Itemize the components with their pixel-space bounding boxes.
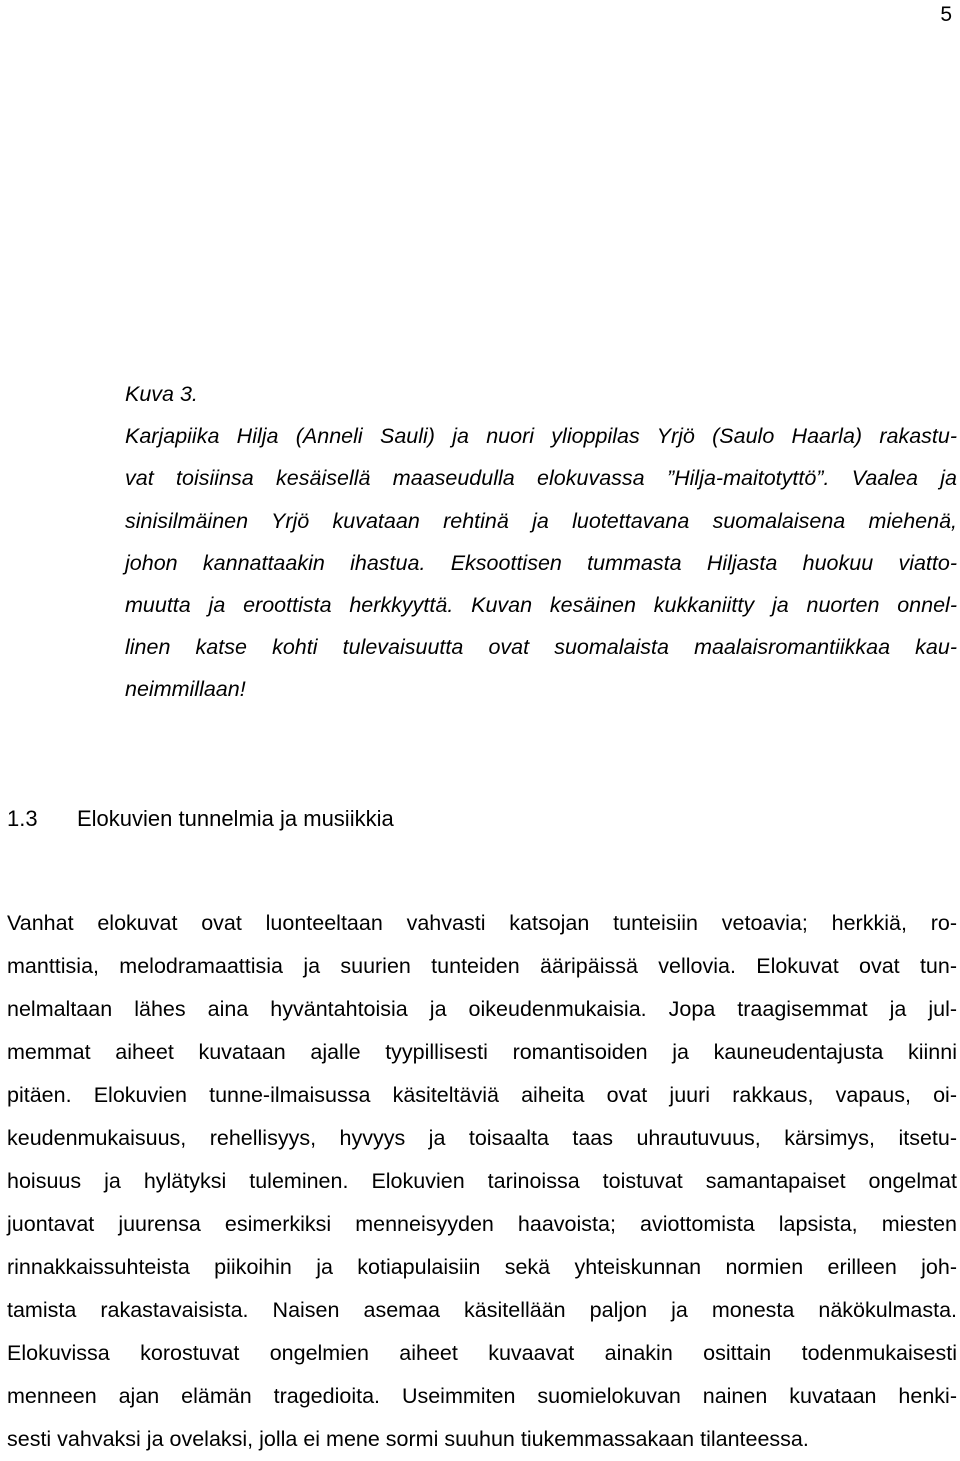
caption-line: johon kannattaakin ihastua. Eksoottisen tummasta Hiljasta huokuu viatto- [125,550,957,575]
body-line: menneen ajan elämän tragedioita. Useimmiten suomielokuvan nainen kuvataan henki- [7,1384,957,1408]
body-line: hoisuus ja hylätyksi tuleminen. Elokuvien tarinoissa toistuvat samantapaiset ongelmat [7,1169,957,1193]
body-line: rinnakkaissuhteista piikoihin ja kotiapulaisiin sekä yhteiskunnan normien erilleen joh- [7,1255,957,1279]
section-number: 1.3 [7,806,38,831]
figure-caption [125,373,957,711]
body-line: tamista rakastavaisista. Naisen asemaa käsitellään paljon ja monesta näkökulmasta. [7,1298,957,1322]
caption-title: Kuva 3. [125,382,198,406]
section-title: Elokuvien tunnelmia ja musiikkia [77,806,394,831]
body-paragraph [7,902,957,1461]
body-line: Elokuvissa korostuvat ongelmien aiheet kuvaavat ainakin osittain todenmukaisesti [7,1341,957,1365]
caption-line: neimmillaan! [125,677,246,702]
body-line: juontavat juurensa esimerkiksi menneisyyden haavoista; aviottomista lapsista, miesten [7,1212,957,1236]
section-heading [7,798,394,840]
body-line: pitäen. Elokuvien tunne-ilmaisussa käsiteltäviä aiheita ovat juuri rakkaus, vapaus, oi- [7,1083,957,1107]
caption-line: Karjapiika Hilja (Anneli Sauli) ja nuori ylioppilas Yrjö (Saulo Haarla) rakastu- [125,424,957,449]
caption-line: muutta ja eroottista herkkyyttä. Kuvan kesäinen kukkaniitty ja nuorten onnel- [125,593,957,618]
body-line: nelmaltaan lähes aina hyväntahtoisia ja oikeudenmukaisia. Jopa traagisemmat ja jul- [7,997,957,1021]
page-number: 5 [940,3,952,26]
body-line: memmat aiheet kuvataan ajalle tyypillisesti romantisoiden ja kauneudentajusta kiinni [7,1040,957,1064]
body-line: Vanhat elokuvat ovat luonteeltaan vahvasti katsojan tunteisiin vetoavia; herkkiä, ro- [7,911,957,935]
caption-line: vat toisiinsa kesäisellä maaseudulla elokuvassa ”Hilja-maitotyttö”. Vaalea ja [125,466,957,491]
body-line: sesti vahvaksi ja ovelaksi, jolla ei mene sormi suuhun tiukemmassakaan tilanteessa. [7,1427,809,1451]
caption-line: linen katse kohti tulevaisuutta ovat suomalaista maalaisromantiikkaa kau- [125,635,957,660]
body-line: keudenmukaisuus, rehellisyys, hyvyys ja toisaalta taas uhrautuvuus, kärsimys, itsetu- [7,1126,957,1150]
body-line: manttisia, melodramaattisia ja suurien tunteiden ääripäissä vellovia. Elokuvat ovat tun- [7,954,957,978]
caption-line: sinisilmäinen Yrjö kuvataan rehtinä ja luotettavana suomalaisena miehenä, [125,508,957,533]
